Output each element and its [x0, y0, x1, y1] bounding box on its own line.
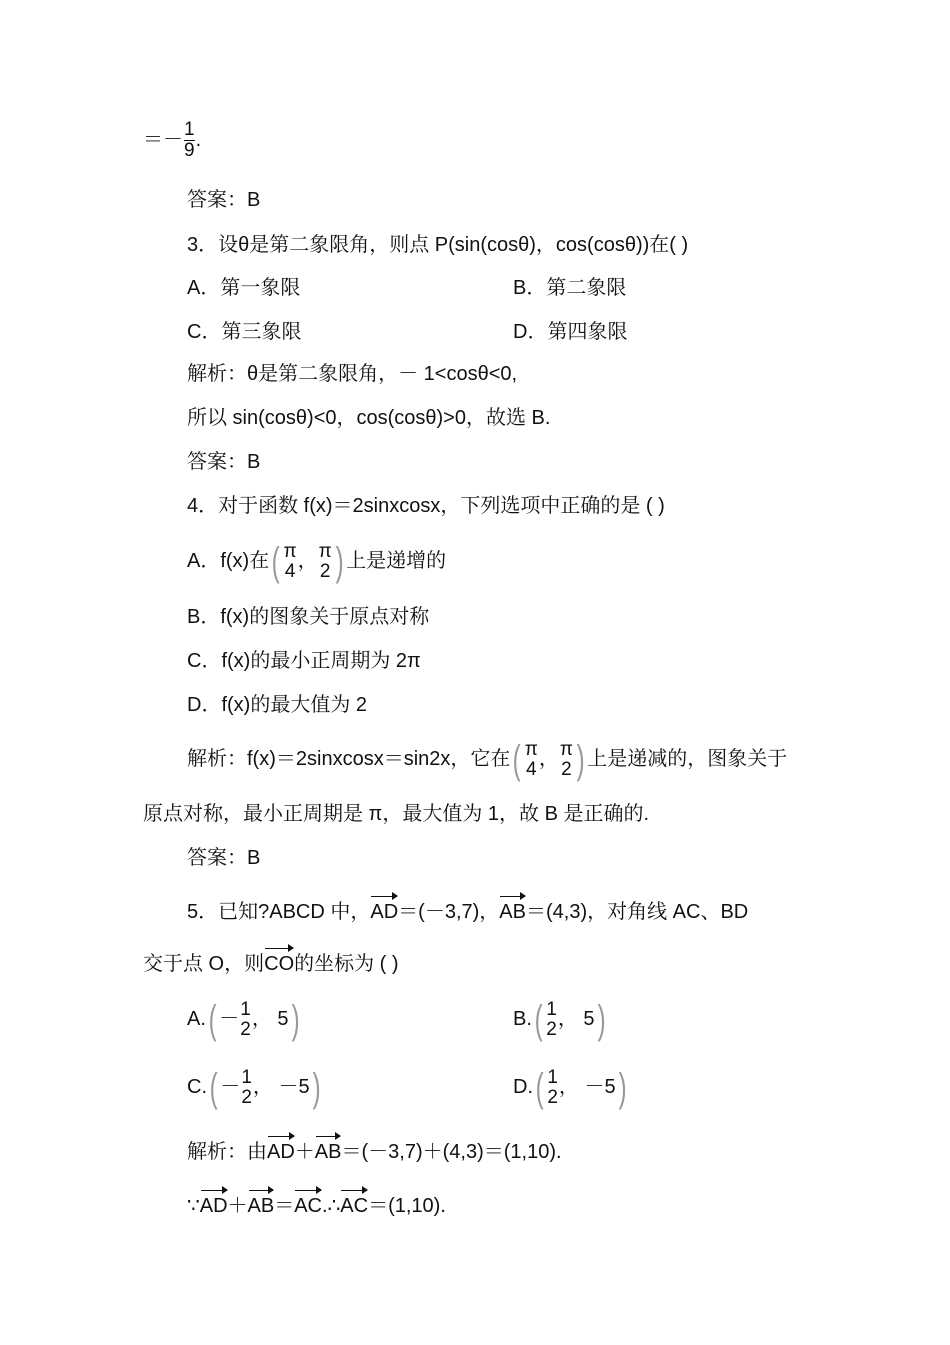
q4-solution-1	[187, 734, 787, 784]
q5-stem-a: 5．已知?ABCD 中，	[187, 901, 371, 923]
fraction	[284, 542, 297, 582]
top-prefix: ＝－	[143, 128, 183, 151]
option-label: D.	[513, 1076, 533, 1098]
q5-line2-a: 交于点 O，则	[143, 953, 265, 975]
q5-option-a	[187, 994, 302, 1044]
denominator: 9	[184, 140, 195, 161]
equals-sign: ＝	[274, 1195, 295, 1217]
q4-option-b: B．f(x)的图象关于原点对称	[187, 606, 430, 628]
vector-ac: AC	[294, 1195, 323, 1217]
q4-a-suffix: 上是递增的	[346, 550, 447, 572]
vector-ab: AB	[314, 1141, 342, 1163]
fraction	[560, 740, 573, 780]
q5-sol1-a: 解析：由	[187, 1141, 267, 1163]
q4-answer	[187, 846, 260, 870]
q5-stem-1	[187, 900, 748, 924]
q4-option-a	[187, 536, 446, 586]
separator: ，	[538, 748, 559, 770]
vector-ad: AD	[267, 1141, 295, 1163]
numerator: 1	[241, 1066, 252, 1088]
therefore-symbol: .∴	[322, 1195, 341, 1217]
separator: ，	[297, 550, 318, 572]
q3-option-c: C．第三象限	[187, 321, 302, 343]
q3-stem: 3．设θ是第二象限角，则点 P(sin(cosθ)，cos(cosθ))在( )	[187, 234, 689, 256]
vector-co: CO	[264, 953, 295, 975]
option-rest: ， 5	[251, 1008, 289, 1030]
minus-sign: －	[220, 1076, 241, 1098]
right-paren: )	[597, 997, 606, 1042]
left-paren: (	[534, 997, 543, 1042]
numerator: 1	[240, 998, 251, 1020]
denominator: 2	[561, 758, 572, 780]
denominator: 4	[284, 560, 296, 582]
left-paren: (	[209, 1065, 218, 1110]
left-paren: (	[208, 997, 217, 1042]
q3-option-a: A．第一象限	[187, 277, 301, 299]
answer-label: 答案：	[187, 189, 247, 211]
q5-stem-2	[143, 952, 399, 976]
q4-stem: 4．对于函数 f(x)＝2sinxcosx，下列选项中正确的是 ( )	[187, 495, 665, 517]
q5-line2-b: 的坐标为 ( )	[294, 953, 399, 975]
right-paren: )	[291, 997, 300, 1042]
fraction	[319, 542, 332, 582]
right-paren: )	[576, 737, 585, 782]
answer-label: 答案：	[187, 847, 247, 869]
denominator: 2	[241, 1086, 252, 1108]
denominator: 2	[319, 560, 331, 582]
numerator: π	[524, 738, 538, 760]
numerator: 1	[184, 119, 195, 140]
fraction	[546, 1000, 557, 1040]
q5-stem-b: ＝(－3,7)，	[398, 901, 500, 923]
answer-label: 答案：	[187, 451, 247, 473]
fraction	[184, 120, 195, 161]
option-rest: ， －5	[252, 1076, 310, 1098]
plus-sign: ＋	[227, 1195, 248, 1217]
q4-sol-suffix: 上是递减的，图象关于	[587, 748, 788, 770]
numerator: 1	[547, 1066, 558, 1088]
denominator: 2	[547, 1086, 558, 1108]
q5-option-b	[513, 994, 608, 1044]
fraction	[240, 1000, 251, 1040]
numerator: π	[559, 738, 573, 760]
q5-option-c	[187, 1062, 323, 1112]
option-rest: ， －5	[558, 1076, 616, 1098]
q5-option-d	[513, 1062, 629, 1112]
right-paren: )	[618, 1065, 627, 1110]
left-paren: (	[513, 737, 522, 782]
answer-value: B	[247, 189, 261, 211]
left-paren: (	[271, 539, 280, 584]
right-paren: )	[312, 1065, 321, 1110]
answer-line-1	[187, 188, 260, 212]
q5-solution-1	[187, 1140, 562, 1164]
q5-solution-2	[187, 1194, 446, 1218]
answer-value: B	[247, 847, 261, 869]
right-paren: )	[335, 539, 344, 584]
numerator: π	[283, 540, 297, 562]
option-label: A.	[187, 1008, 206, 1030]
q3-answer	[187, 450, 260, 474]
top-suffix: .	[195, 128, 202, 151]
denominator: 2	[546, 1018, 557, 1040]
q3-option-b: B．第二象限	[513, 277, 627, 299]
minus-sign: －	[219, 1008, 240, 1030]
q3-solution-2: 所以 sin(cosθ)<0，cos(cosθ)>0，故选 B.	[187, 407, 551, 429]
fraction	[547, 1068, 558, 1108]
q4-solution-2: 原点对称，最小正周期是 π，最大值为 1，故 B 是正确的.	[143, 803, 650, 825]
vector-ad: AD	[370, 901, 399, 923]
q3-option-d: D．第四象限	[513, 321, 628, 343]
because-symbol: ∵	[187, 1195, 200, 1217]
option-label: B.	[513, 1008, 532, 1030]
q5-sol2-b: ＝(1,10).	[368, 1195, 446, 1217]
answer-value: B	[247, 451, 261, 473]
plus-sign: ＋	[294, 1141, 315, 1163]
denominator: 4	[525, 758, 537, 780]
option-rest: ， 5	[557, 1008, 595, 1030]
left-paren: (	[535, 1065, 544, 1110]
top-result	[143, 120, 201, 161]
numerator: 1	[546, 998, 557, 1020]
vector-ad: AD	[199, 1195, 228, 1217]
q5-sol1-b: ＝(－3,7)＋(4,3)＝(1,10).	[341, 1141, 562, 1163]
denominator: 2	[240, 1018, 251, 1040]
q4-option-c: C．f(x)的最小正周期为 2π	[187, 650, 421, 672]
fraction	[525, 740, 538, 780]
option-label: C.	[187, 1076, 207, 1098]
q5-stem-c: ＝(4,3)，对角线 AC、BD	[525, 901, 749, 923]
vector-ab: AB	[247, 1195, 275, 1217]
vector-ab: AB	[499, 901, 526, 923]
q3-solution-1: 解析：θ是第二象限角，－ 1<cosθ<0,	[187, 363, 518, 385]
numerator: π	[318, 540, 332, 562]
q4-option-d: D．f(x)的最大值为 2	[187, 694, 367, 716]
q4-a-prefix: A．f(x)在	[187, 550, 270, 572]
fraction	[241, 1068, 252, 1108]
vector-ac: AC	[340, 1195, 369, 1217]
q4-sol-prefix: 解析：f(x)＝2sinxcosx＝sin2x，它在	[187, 748, 511, 770]
